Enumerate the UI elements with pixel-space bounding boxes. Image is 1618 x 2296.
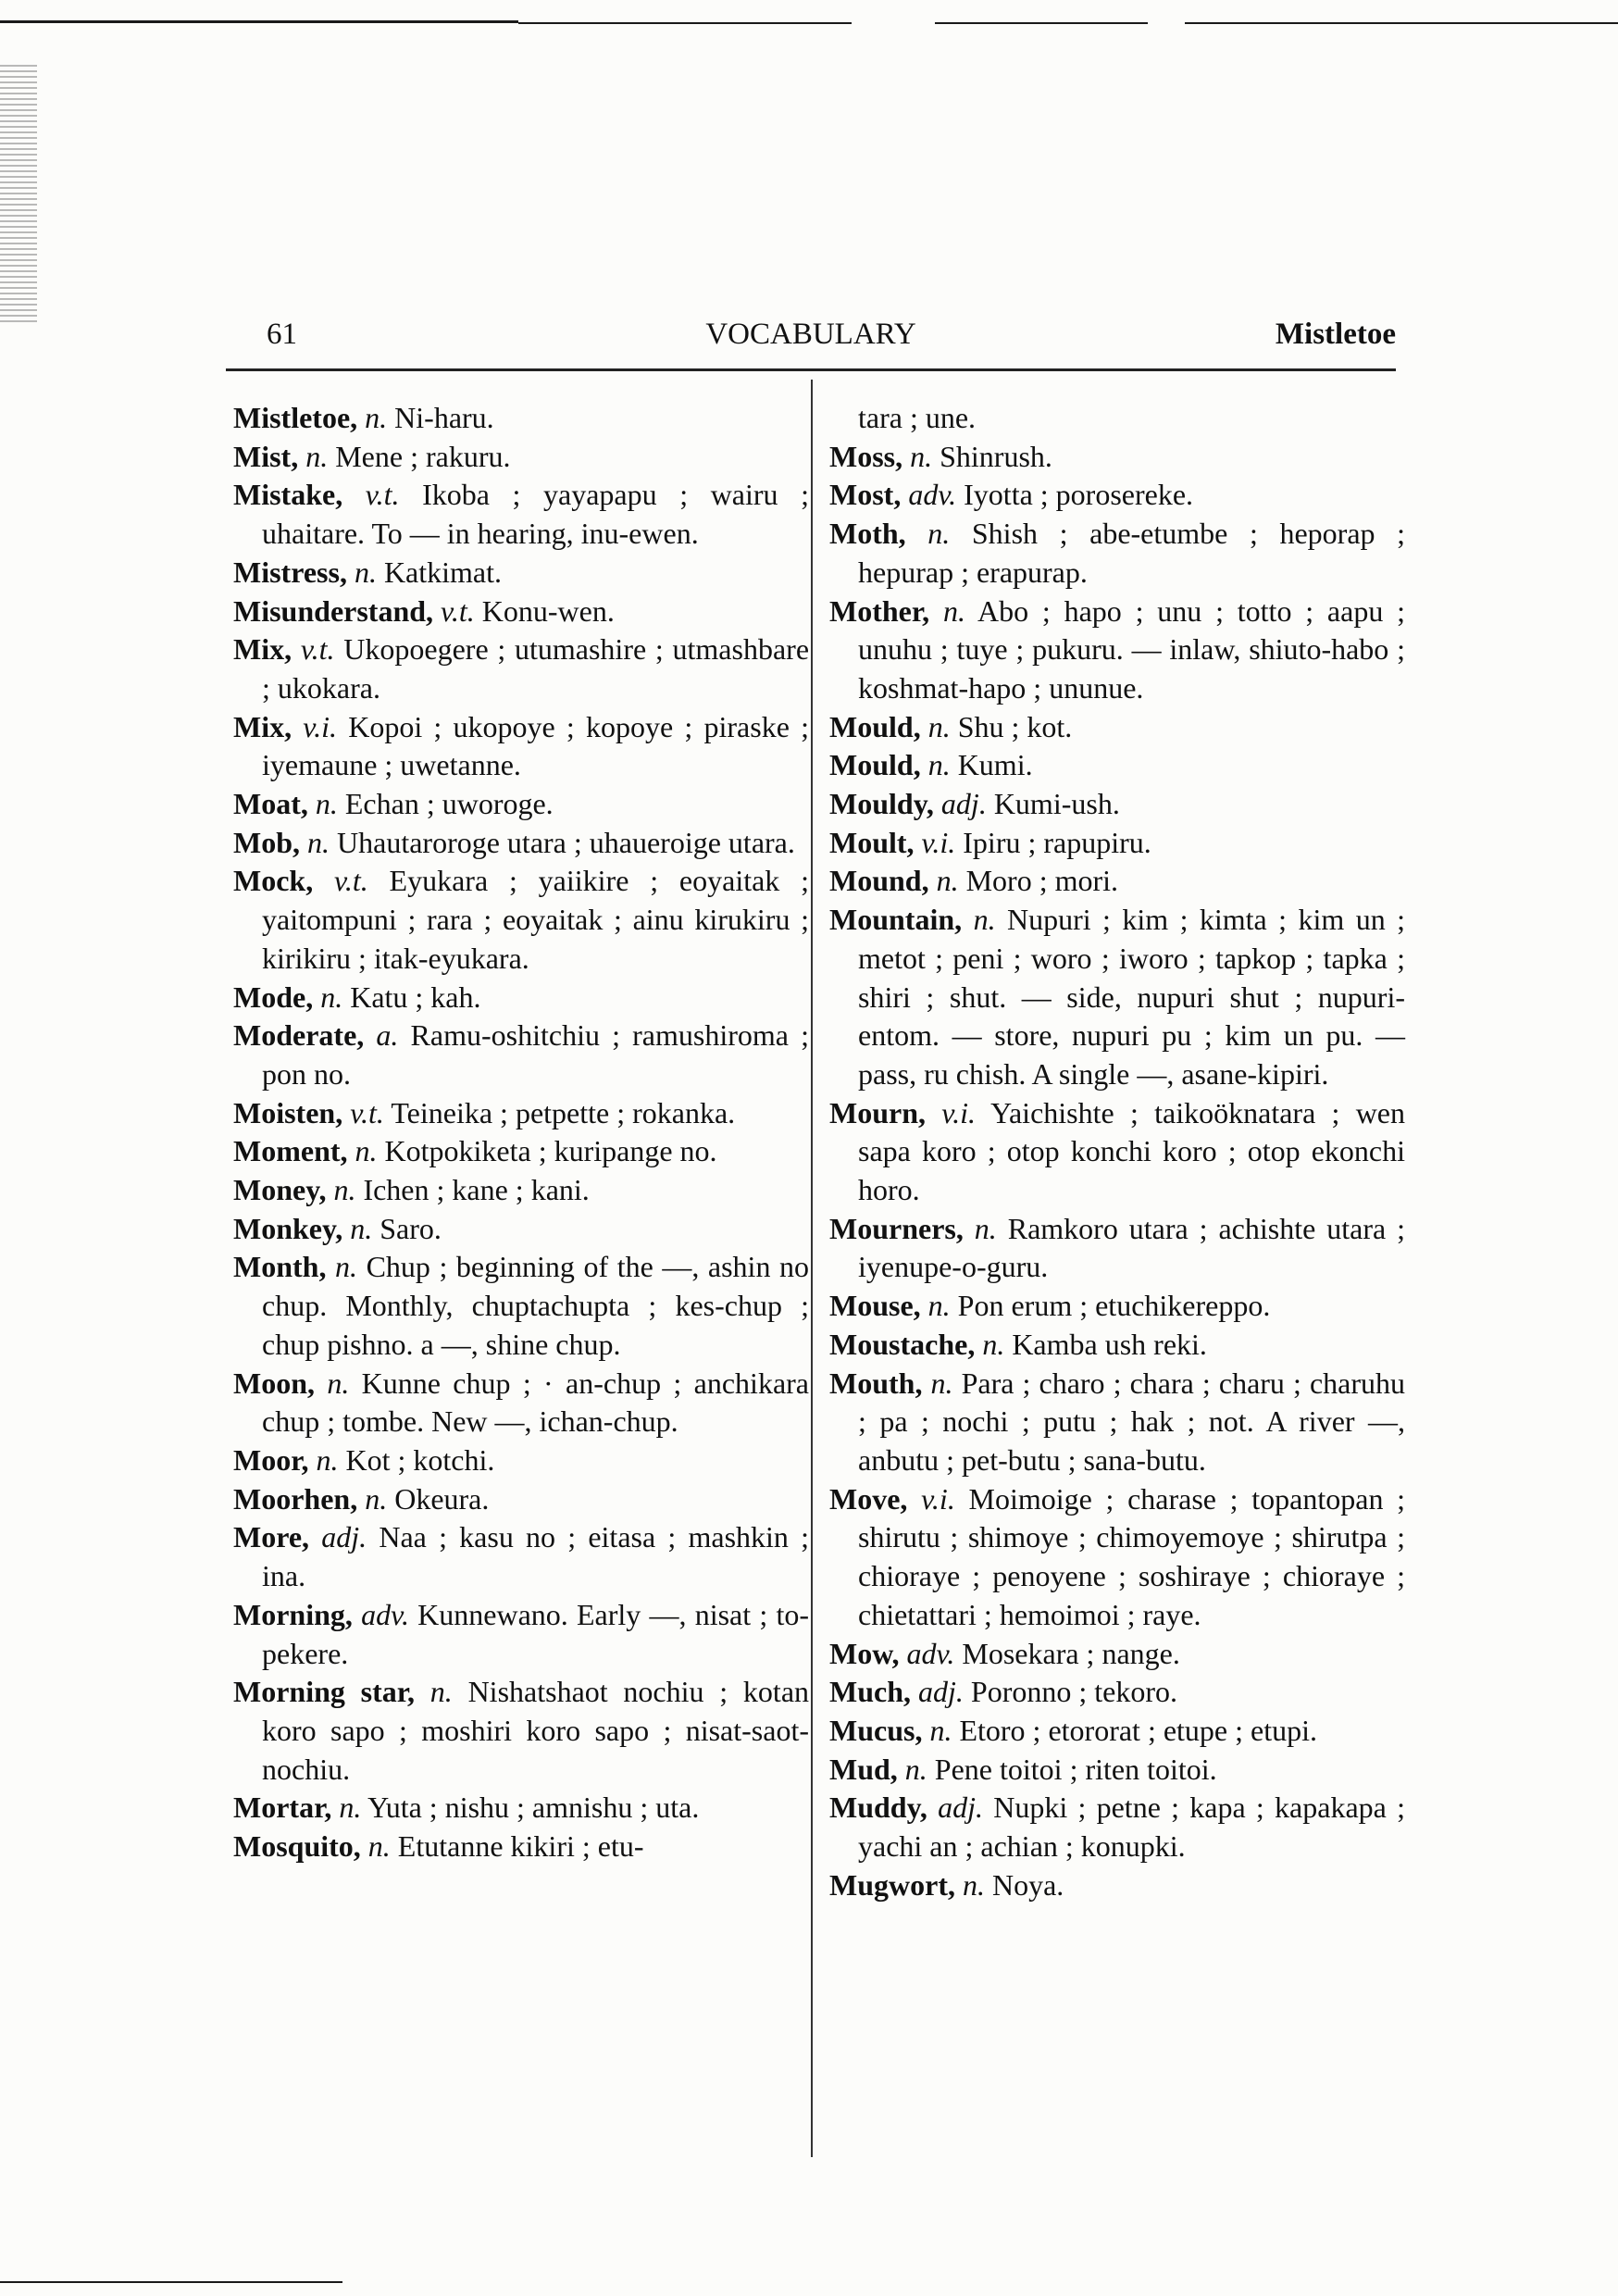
entry-mother <box>829 593 1405 708</box>
entry-mould-2 <box>829 746 1405 785</box>
entry-mortar <box>233 1789 809 1828</box>
part-of-speech: n. <box>974 1211 997 1245</box>
page-number: 61 <box>267 318 297 351</box>
part-of-speech: n. <box>315 787 338 821</box>
headword: Mouldy, <box>829 787 934 821</box>
entry-mourn <box>829 1094 1405 1210</box>
headword: Mix, <box>233 709 292 743</box>
headword: Mother, <box>829 593 930 628</box>
part-of-speech: v.i. <box>303 709 338 743</box>
headword: Mob, <box>233 825 300 859</box>
headword: Mud, <box>829 1752 898 1786</box>
definition: Chup ; beginning of the —, ashin no chup. Monthly, chuptachupta ; kes-chup ; chup pishno. a —, shine chup. <box>262 1250 810 1361</box>
entry-mud <box>829 1751 1405 1790</box>
headword: Moorhen, <box>233 1481 358 1516</box>
definition: Nishatshaot nochiu ; kotan koro sapo ; moshiri koro sapo ; nisat-saot-nochiu. <box>262 1675 810 1786</box>
entry-mountain <box>829 901 1405 1094</box>
entry-moustache <box>829 1326 1405 1365</box>
part-of-speech: n. <box>904 1752 927 1786</box>
entry-moderate <box>233 1017 809 1093</box>
headword: More, <box>233 1520 310 1554</box>
headword: Month, <box>233 1250 327 1284</box>
definition: Kumi-ush. <box>993 787 1120 821</box>
part-of-speech: adj. <box>321 1520 367 1554</box>
headword: Moisten, <box>233 1095 343 1129</box>
entry-mould-1 <box>829 708 1405 747</box>
definition: Nupki ; petne ; kapa ; kapakapa ; yachi an ; achian ; konupki. <box>858 1791 1406 1864</box>
entry-mow <box>829 1635 1405 1674</box>
definition: Mene ; rakuru. <box>335 439 511 473</box>
definition: Kopoi ; ukopoye ; kopoye ; piraske ; iyemaune ; uwetanne. <box>262 709 810 782</box>
entry-mosquito <box>233 1828 809 1866</box>
definition: Teineika ; petpette ; rokanka. <box>391 1095 736 1129</box>
definition: Kunne chup ; · an-chup ; anchikara chup ; tombe. New —, ichan-chup. <box>262 1366 809 1439</box>
definition: Eyukara ; yaiikire ; eoyaitak ; yaitompuni ; rara ; eoyaitak ; ainu kirukiru ; kirikiru ; itak-eyukara. <box>262 864 810 975</box>
part-of-speech: adv. <box>908 478 957 512</box>
entry-morning-star <box>233 1673 809 1789</box>
entry-mucus <box>829 1712 1405 1751</box>
entry-mouse <box>829 1287 1405 1326</box>
definition: Ipiru ; rapupiru. <box>963 825 1151 859</box>
headword: Mow, <box>829 1636 900 1670</box>
part-of-speech: n. <box>930 1366 953 1400</box>
headword: Muddy, <box>829 1791 927 1825</box>
definition: Ramkoro utara ; achishte utara ; iyenupe-o-guru. <box>858 1211 1406 1284</box>
part-of-speech: n. <box>962 1867 985 1902</box>
headword: Most, <box>829 478 902 512</box>
part-of-speech: n. <box>429 1675 453 1709</box>
entry-mouldy <box>829 785 1405 824</box>
entry-moat <box>233 785 809 824</box>
headword: Move, <box>829 1481 908 1516</box>
entry-month <box>233 1248 809 1364</box>
headword: Mountain, <box>829 903 963 937</box>
headword: Mistake, <box>233 478 343 512</box>
part-of-speech: n. <box>982 1327 1005 1361</box>
entry-moult <box>829 824 1405 863</box>
definition: Ukopoegere ; utumashire ; utmashbare ; ukokara. <box>262 632 810 705</box>
definition: Konu-wen. <box>481 593 615 628</box>
part-of-speech: v.i. <box>921 1481 955 1516</box>
part-of-speech: n. <box>307 825 330 859</box>
entry-mistress <box>233 554 809 593</box>
part-of-speech: adj. <box>940 787 987 821</box>
headword: Mugwort, <box>829 1867 955 1902</box>
definition: Katu ; kah. <box>350 980 481 1014</box>
definition: Shinrush. <box>940 439 1052 473</box>
part-of-speech: n. <box>365 401 388 434</box>
entry-mix-vt <box>233 630 809 707</box>
scan-top-line-left <box>0 20 518 23</box>
headword: Moustache, <box>829 1327 976 1361</box>
entry-muddy <box>829 1789 1405 1866</box>
headword: Morning, <box>233 1597 353 1631</box>
definition: Kumi. <box>957 748 1033 782</box>
entry-much <box>829 1673 1405 1712</box>
part-of-speech: n. <box>355 1134 378 1168</box>
definition: Kotpokiketa ; kuripange no. <box>384 1134 717 1168</box>
headword: Moult, <box>829 825 915 859</box>
entry-moth <box>829 515 1405 592</box>
definition: Etutanne kikiri ; etu- <box>397 1829 644 1864</box>
entry-mist <box>233 438 809 477</box>
entry-mound <box>829 862 1405 901</box>
right-column <box>829 399 1405 1904</box>
entry-moorhen <box>233 1480 809 1519</box>
scan-top-line-mid <box>518 22 852 24</box>
headword: Mosquito, <box>233 1829 361 1864</box>
left-column <box>233 399 809 1866</box>
headword: Mourn, <box>829 1095 926 1129</box>
part-of-speech: adv. <box>361 1597 409 1631</box>
part-of-speech: adj. <box>918 1675 964 1709</box>
entry-moss <box>829 438 1405 477</box>
header-rule <box>226 368 1396 371</box>
entry-most <box>829 476 1405 515</box>
headword: Mistress, <box>233 555 347 589</box>
headword: Mist, <box>233 439 299 473</box>
entry-mouth <box>829 1365 1405 1480</box>
part-of-speech: a. <box>376 1018 399 1053</box>
entry-moor <box>233 1441 809 1480</box>
entry-moon <box>233 1365 809 1441</box>
entry-mistletoe <box>233 399 809 438</box>
headword: Moderate, <box>233 1018 365 1053</box>
part-of-speech: n. <box>354 555 377 589</box>
headword: Mouse, <box>829 1289 921 1323</box>
entry-monkey <box>233 1210 809 1249</box>
part-of-speech: n. <box>942 593 965 628</box>
definition: Mosekara ; nange. <box>962 1636 1180 1670</box>
part-of-speech: n. <box>335 1250 358 1284</box>
headword: Moor, <box>233 1442 309 1477</box>
part-of-speech: v.i. <box>941 1095 976 1129</box>
headword: Moon, <box>233 1366 315 1400</box>
definition: Pene toitoi ; riten toitoi. <box>934 1752 1217 1786</box>
entry-mob <box>233 824 809 863</box>
part-of-speech: n. <box>350 1211 373 1245</box>
entry-mode <box>233 979 809 1017</box>
headword: Mucus, <box>829 1713 923 1747</box>
part-of-speech: n. <box>973 903 996 937</box>
part-of-speech: n. <box>910 439 933 473</box>
definition: Yuta ; nishu ; amnishu ; uta. <box>367 1791 700 1825</box>
entry-mistake <box>233 476 809 553</box>
column-divider <box>811 380 813 2157</box>
part-of-speech: n. <box>929 1713 952 1747</box>
definition: Echan ; uworoge. <box>344 787 554 821</box>
entry-morning <box>233 1596 809 1673</box>
definition: Saro. <box>380 1211 442 1245</box>
definition: Ramu-oshitchiu ; ramushiroma ; pon no. <box>262 1018 810 1091</box>
entry-money <box>233 1171 809 1210</box>
definition: Pon erum ; etuchikereppo. <box>957 1289 1271 1323</box>
part-of-speech: n. <box>927 1289 951 1323</box>
part-of-speech: n. <box>327 1366 350 1400</box>
page-title: VOCABULARY <box>705 318 916 351</box>
running-head <box>226 311 1396 357</box>
definition: Katkimat. <box>383 555 503 589</box>
definition: Shu ; kot. <box>957 709 1073 743</box>
definition: Uhautaroroge utara ; uhaueroige utara. <box>337 825 795 859</box>
part-of-speech: v.t. <box>300 632 335 667</box>
part-of-speech: n. <box>927 709 951 743</box>
part-of-speech: n. <box>339 1791 362 1825</box>
definition: tara ; une. <box>858 401 977 434</box>
entry-more <box>233 1518 809 1595</box>
headword: Mock, <box>233 864 314 898</box>
headword: Mistletoe, <box>233 401 358 434</box>
definition: Poronno ; tekoro. <box>970 1675 1177 1709</box>
part-of-speech: n. <box>365 1481 388 1516</box>
definition: Moimoige ; charase ; topantopan ; shirutu ; shimoye ; chimoyemoye ; shirutpa ; chioraye ; penoyene ; soshiraye ; chioraye ; chietattari ; hemoimoi ; raye. <box>858 1481 1406 1631</box>
headword: Moment, <box>233 1134 348 1168</box>
part-of-speech: adv. <box>906 1636 955 1670</box>
definition: Etoro ; etororat ; etupe ; etupi. <box>959 1713 1317 1747</box>
headword: Moth, <box>829 517 906 551</box>
definition: Ikoba ; yayapapu ; wairu ; uhaitare. To — in hearing, inu-ewen. <box>262 478 810 551</box>
part-of-speech: n. <box>936 864 959 898</box>
headword: Much, <box>829 1675 911 1709</box>
definition: Nupuri ; kim ; kimta ; kim un ; metot ; peni ; woro ; iworo ; tapkop ; tapka ; shiri ; shut. — side, nupuri shut ; nupuri-entom. — store, nupuri pu ; kim un pu. — pass, ru chish. A single —, asane-kipiri. <box>858 903 1406 1091</box>
part-of-speech: v.t. <box>350 1095 384 1129</box>
entry-mourners <box>829 1210 1405 1287</box>
headword: Moat, <box>233 787 308 821</box>
part-of-speech: n. <box>305 439 329 473</box>
part-of-speech: v.t. <box>441 593 475 628</box>
headword: Misunderstand, <box>233 593 434 628</box>
part-of-speech: n. <box>367 1829 391 1864</box>
part-of-speech: n. <box>320 980 343 1014</box>
scan-top-line-right2 <box>1185 22 1618 24</box>
definition: Yaichishte ; taikoöknatara ; wen sapa koro ; otop konchi koro ; otop ekonchi horo. <box>858 1095 1405 1207</box>
definition: Kamba ush reki. <box>1012 1327 1207 1361</box>
headword: Mix, <box>233 632 292 667</box>
headword: Mouth, <box>829 1366 923 1400</box>
part-of-speech: n. <box>927 748 951 782</box>
definition: Kunnewano. Early —, nisat ; to-pekere. <box>262 1597 810 1670</box>
headword: Mould, <box>829 709 921 743</box>
headword: Mortar, <box>233 1791 332 1825</box>
part-of-speech: n. <box>333 1173 356 1207</box>
definition: Naa ; kasu no ; eitasa ; mashkin ; ina. <box>262 1520 810 1593</box>
scan-bottom-line <box>0 2281 342 2283</box>
scan-margin-shadow <box>0 65 37 324</box>
definition: Shish ; abe-etumbe ; heporap ; hepurap ; erapurap. <box>858 517 1406 589</box>
entry-mix-vi <box>233 708 809 785</box>
entry-misunderstand <box>233 593 809 631</box>
definition: Para ; charo ; chara ; charu ; charuhu ; pa ; nochi ; putu ; hak ; not. A river —, anbutu ; pet-butu ; sana-butu. <box>858 1366 1406 1477</box>
definition: Noya. <box>991 1867 1064 1902</box>
scan-top-line-right1 <box>935 22 1148 24</box>
part-of-speech: v.t. <box>334 864 368 898</box>
headword: Moss, <box>829 439 903 473</box>
entry-mugwort <box>829 1866 1405 1905</box>
entry-mock <box>233 862 809 978</box>
headword: Mound, <box>829 864 929 898</box>
headword: Mould, <box>829 748 921 782</box>
part-of-speech: v.t. <box>365 478 400 512</box>
part-of-speech: v.i. <box>921 825 956 859</box>
guide-word: Mistletoe <box>1275 318 1396 351</box>
definition: Ichen ; kane ; kani. <box>363 1173 590 1207</box>
headword: Morning star, <box>233 1675 416 1709</box>
definition: Kot ; kotchi. <box>345 1442 495 1477</box>
definition: Iyotta ; porosereke. <box>964 478 1194 512</box>
definition: Ni-haru. <box>394 401 494 434</box>
entry-moisten <box>233 1094 809 1133</box>
entry-move <box>829 1480 1405 1635</box>
headword: Money, <box>233 1173 327 1207</box>
definition: Abo ; hapo ; unu ; totto ; aapu ; unuhu ; tuye ; pukuru. — inlaw, shiuto-habo ; koshmat-hapo ; ununue. <box>858 593 1406 705</box>
part-of-speech: adj. <box>938 1791 983 1825</box>
part-of-speech: n. <box>927 517 951 551</box>
headword: Mourners, <box>829 1211 964 1245</box>
headword: Mode, <box>233 980 314 1014</box>
part-of-speech: n. <box>316 1442 339 1477</box>
entry-moment <box>233 1132 809 1171</box>
entry-mosquito-continued <box>829 399 1405 438</box>
definition: Okeura. <box>394 1481 490 1516</box>
definition: Moro ; mori. <box>965 864 1119 898</box>
headword: Monkey, <box>233 1211 343 1245</box>
